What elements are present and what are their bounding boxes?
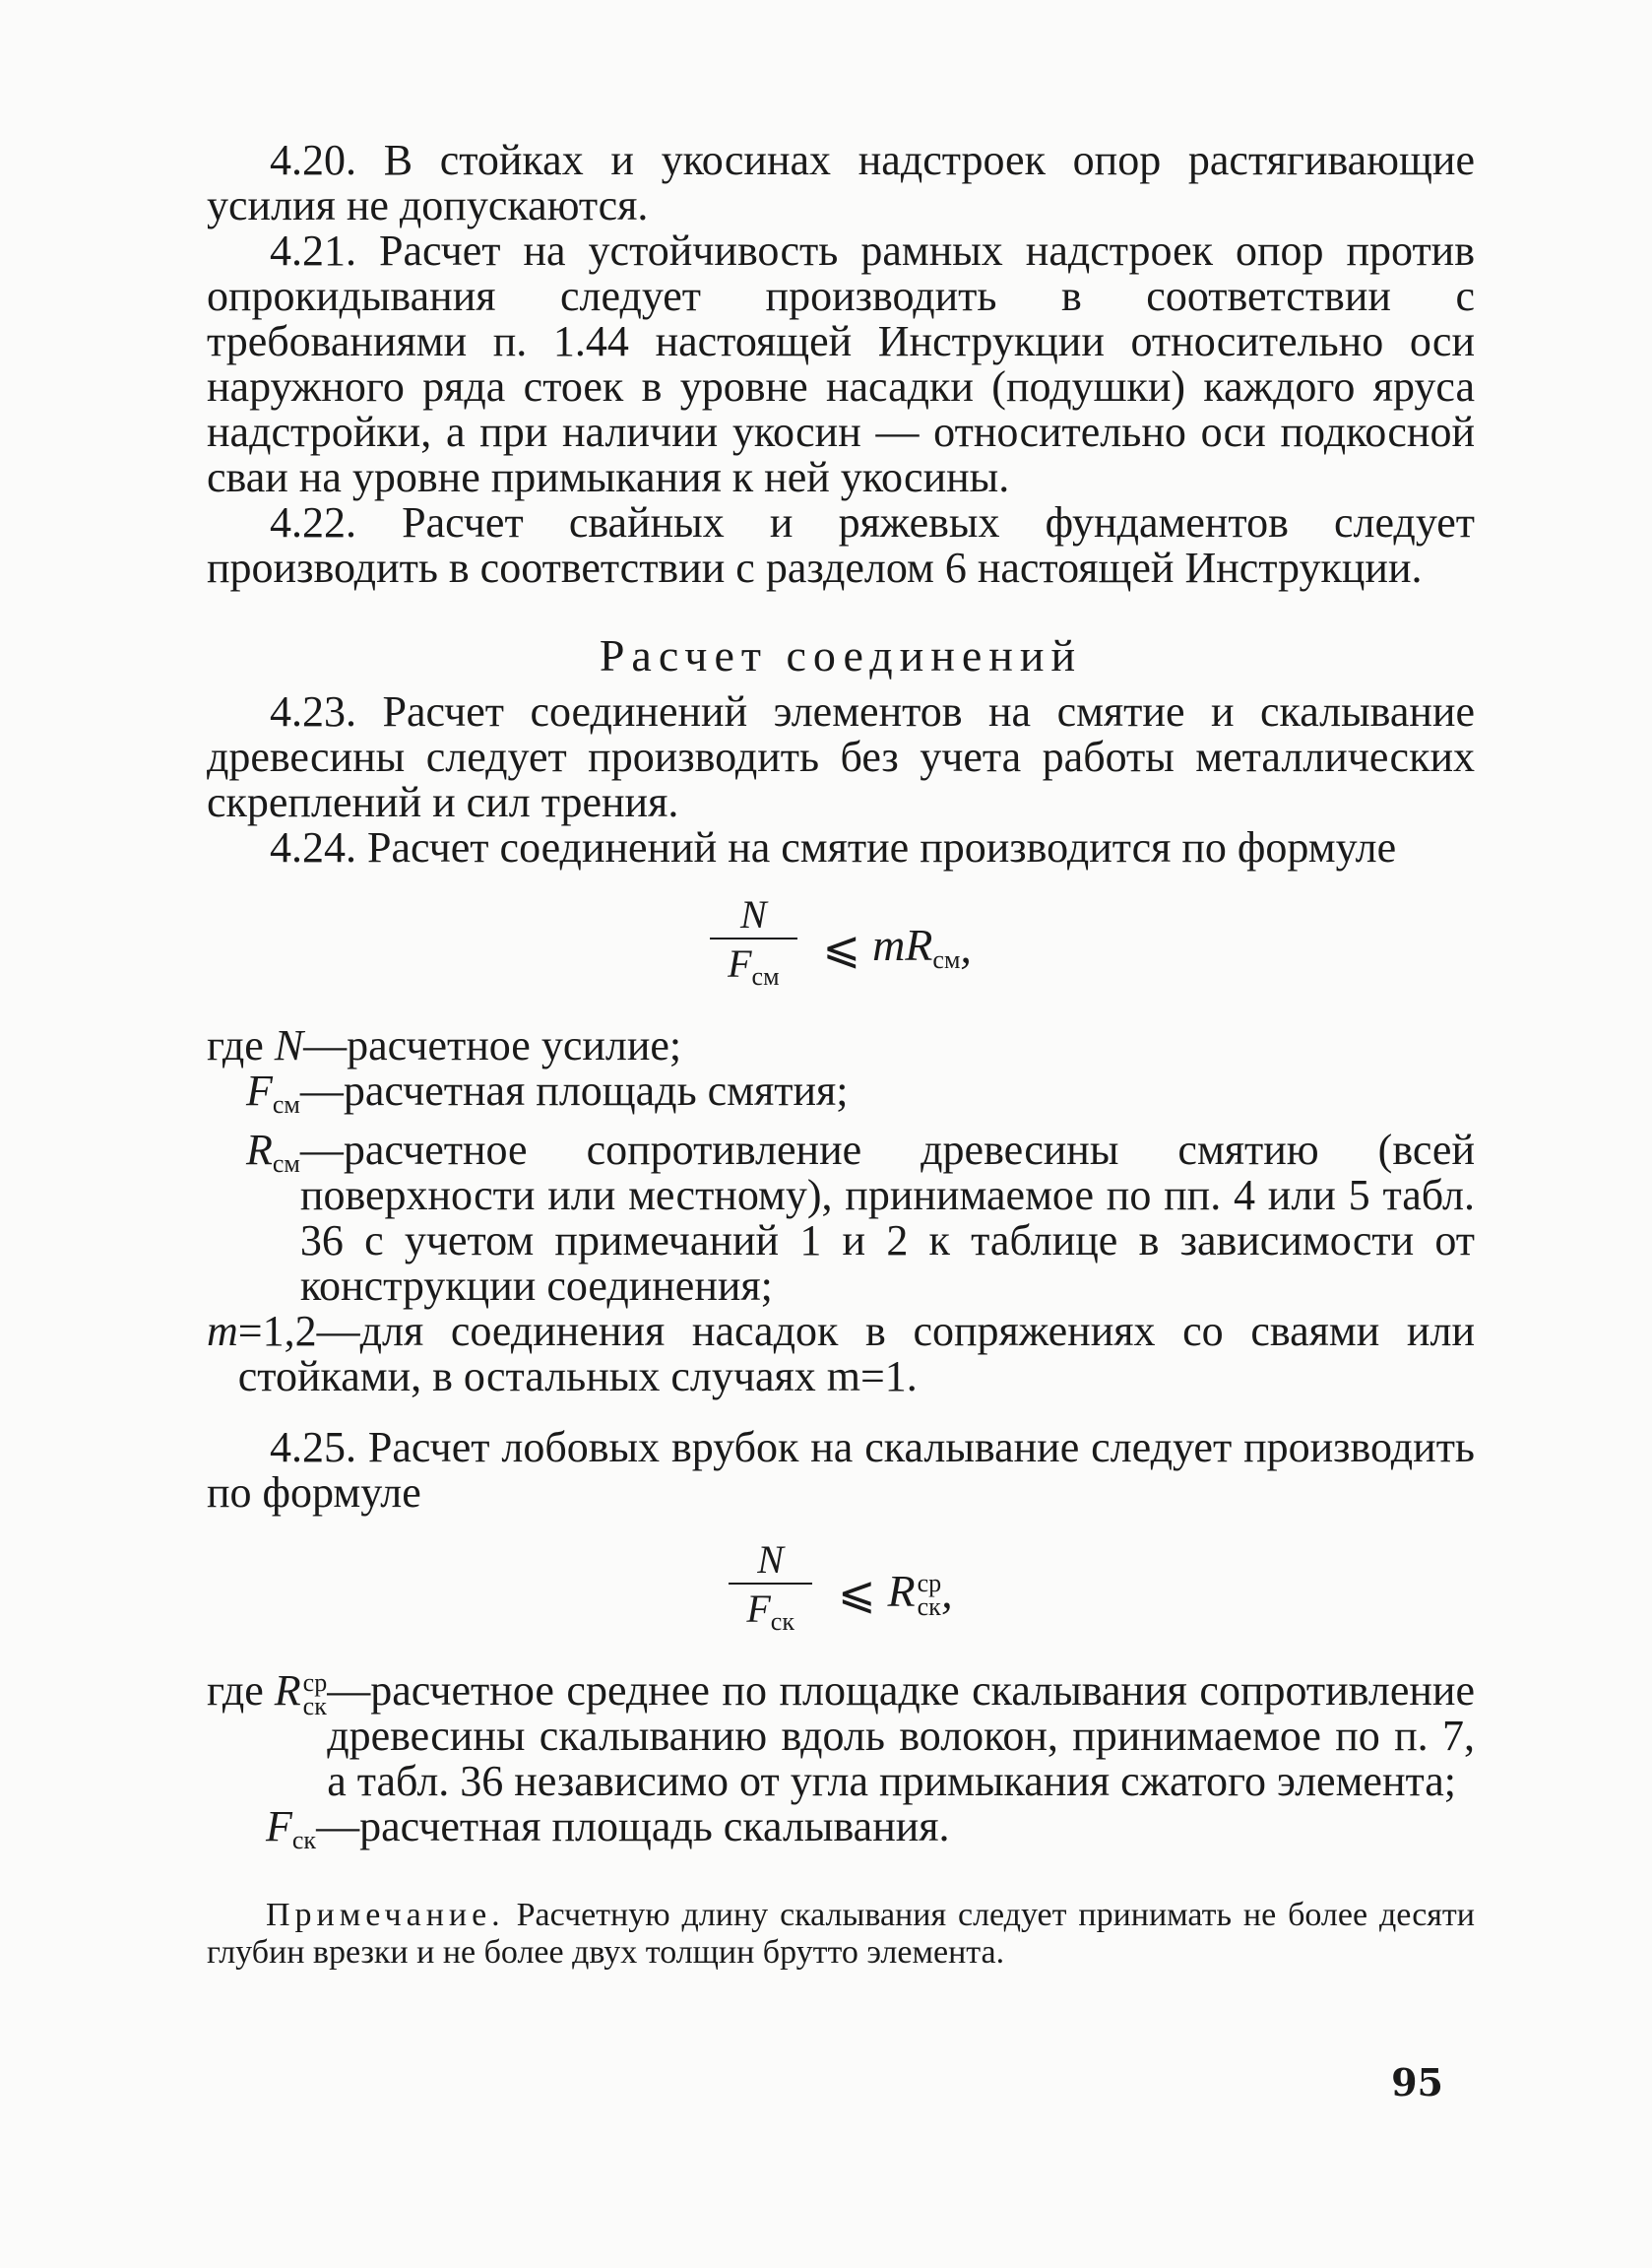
paragraph-4-22: 4.22. Расчет свайных и ряжевых фундаментов следует производить в соответствии с разделом 6 настоящей Инструкции. xyxy=(207,498,1475,592)
rhs-subscript: см xyxy=(932,945,961,974)
definition-text: —расчетная площадь смятия; xyxy=(299,1067,849,1115)
denominator-symbol: F xyxy=(746,1587,771,1631)
definition-list-crushing xyxy=(207,1023,1475,1399)
definition-symbol: m xyxy=(207,1307,238,1355)
definition-symbol: R xyxy=(246,1126,273,1174)
definition-lead xyxy=(246,1128,300,1309)
definition-text: —расчетное усилие; xyxy=(303,1021,682,1069)
denominator-subscript: ск xyxy=(770,1607,794,1636)
paragraph-4-24: 4.24. Расчет соединений на смятие производится по формуле xyxy=(270,823,1397,872)
definition-symbol: F xyxy=(246,1067,273,1115)
rhs-subscript: ск xyxy=(917,1592,941,1622)
formula-tail: , xyxy=(941,1567,953,1617)
definition-symbol: N xyxy=(274,1021,304,1069)
rhs-symbol: R xyxy=(887,1565,916,1616)
definition-item xyxy=(207,1069,1475,1128)
formula-tail: , xyxy=(960,922,972,972)
formula-crushing-fraction xyxy=(710,892,796,1002)
formula-crushing xyxy=(207,892,1475,1002)
definition-prefix: где xyxy=(207,1666,275,1715)
definition-subscript: см xyxy=(272,1090,300,1119)
note-label: Примечание. xyxy=(266,1897,505,1933)
formula-shear-rhs xyxy=(887,1565,942,1622)
paragraph-4-23: 4.23. Расчет соединений элементов на смятие и скалывание древесины следует производить без учета работы металлических скреплений и сил трения. xyxy=(207,687,1475,826)
formula-crushing-numerator: N xyxy=(739,892,767,937)
rhs-superscript: ср xyxy=(917,1569,942,1598)
leq-sign: ⩽ xyxy=(837,1567,876,1618)
definition-lead xyxy=(266,1804,316,1863)
definition-subscript: ск xyxy=(302,1691,327,1720)
definition-text: —расчетное среднее по площадке скалывания сопротивление древесины скалыванию вдоль волокон, принимаемое по п. 7, а табл. 36 независимо от угла примыкания сжатого элемента; xyxy=(327,1666,1475,1805)
definition-list-shear xyxy=(207,1668,1475,1863)
section-heading: Расчет соединений xyxy=(599,630,1083,680)
definition-text: —расчетное сопротивление древесины смятию (всей поверхности или местному), принимаемое по пп. 4 или 5 табл. 36 с учетом примечаний 1 и 2 к таблице в зависимости от конструкции соединения; xyxy=(299,1126,1475,1310)
formula-crushing-denominator xyxy=(710,940,796,1002)
definition-subscript: ск xyxy=(291,1826,317,1854)
definition-lead xyxy=(246,1069,300,1128)
formula-shear-numerator: N xyxy=(757,1537,784,1582)
definition-symbol: R xyxy=(274,1666,301,1715)
paragraph-4-25: 4.25. Расчет лобовых врубок на скалывание следует производить по формуле xyxy=(207,1423,1475,1517)
definition-symbol: F xyxy=(266,1802,292,1850)
page-number: 95 xyxy=(1391,2060,1443,2105)
formula-shear xyxy=(207,1537,1475,1647)
definition-text: =1,2—для соединения насадок в сопряжениях со сваями или стойками, в остальных случаях m=1. xyxy=(237,1307,1475,1400)
definition-item xyxy=(207,1309,1475,1399)
definition-superscript: ср xyxy=(302,1667,328,1697)
denominator-subscript: см xyxy=(751,962,780,991)
definition-supsub xyxy=(302,1667,328,1720)
paragraph-4-20: 4.20. В стойках и укосинах надстроек опор растягивающие усилия не допускаются. xyxy=(207,136,1475,229)
note-text: Расчетную длину скалывания следует принимать не более десяти глубин врезки и не более двух толщин брутто элемента. xyxy=(207,1897,1475,1971)
definition-item xyxy=(207,1668,1475,1804)
formula-shear-fraction xyxy=(729,1537,812,1647)
definition-lead xyxy=(207,1023,303,1069)
rhs-supsub xyxy=(917,1569,942,1622)
definition-prefix: где xyxy=(207,1021,275,1069)
leq-sign: ⩽ xyxy=(822,922,861,973)
definition-item xyxy=(207,1804,1475,1863)
note xyxy=(207,1897,1475,1972)
formula-crushing-rhs xyxy=(872,919,960,975)
denominator-symbol: F xyxy=(728,941,752,986)
definition-item xyxy=(207,1128,1475,1309)
definition-lead xyxy=(207,1668,327,1804)
paragraph-4-21: 4.21. Расчет на устойчивость рамных надстроек опор против опрокидывания следует производить в соответствии с требованиями п. 1.44 настоящей Инструкции относительно оси наружного ряда стоек в уровне насадки (подушки) каждого яруса надстройки, а при наличии укосин — относительно оси подкосной сваи на уровне примыкания к ней укосины. xyxy=(207,227,1475,501)
definition-lead xyxy=(207,1309,238,1399)
definition-text: —расчетная площадь скалывания. xyxy=(316,1802,950,1850)
formula-shear-denominator xyxy=(729,1585,812,1647)
definition-subscript: см xyxy=(272,1149,300,1178)
definition-item xyxy=(207,1023,1475,1069)
rhs-symbol: mR xyxy=(872,920,933,970)
